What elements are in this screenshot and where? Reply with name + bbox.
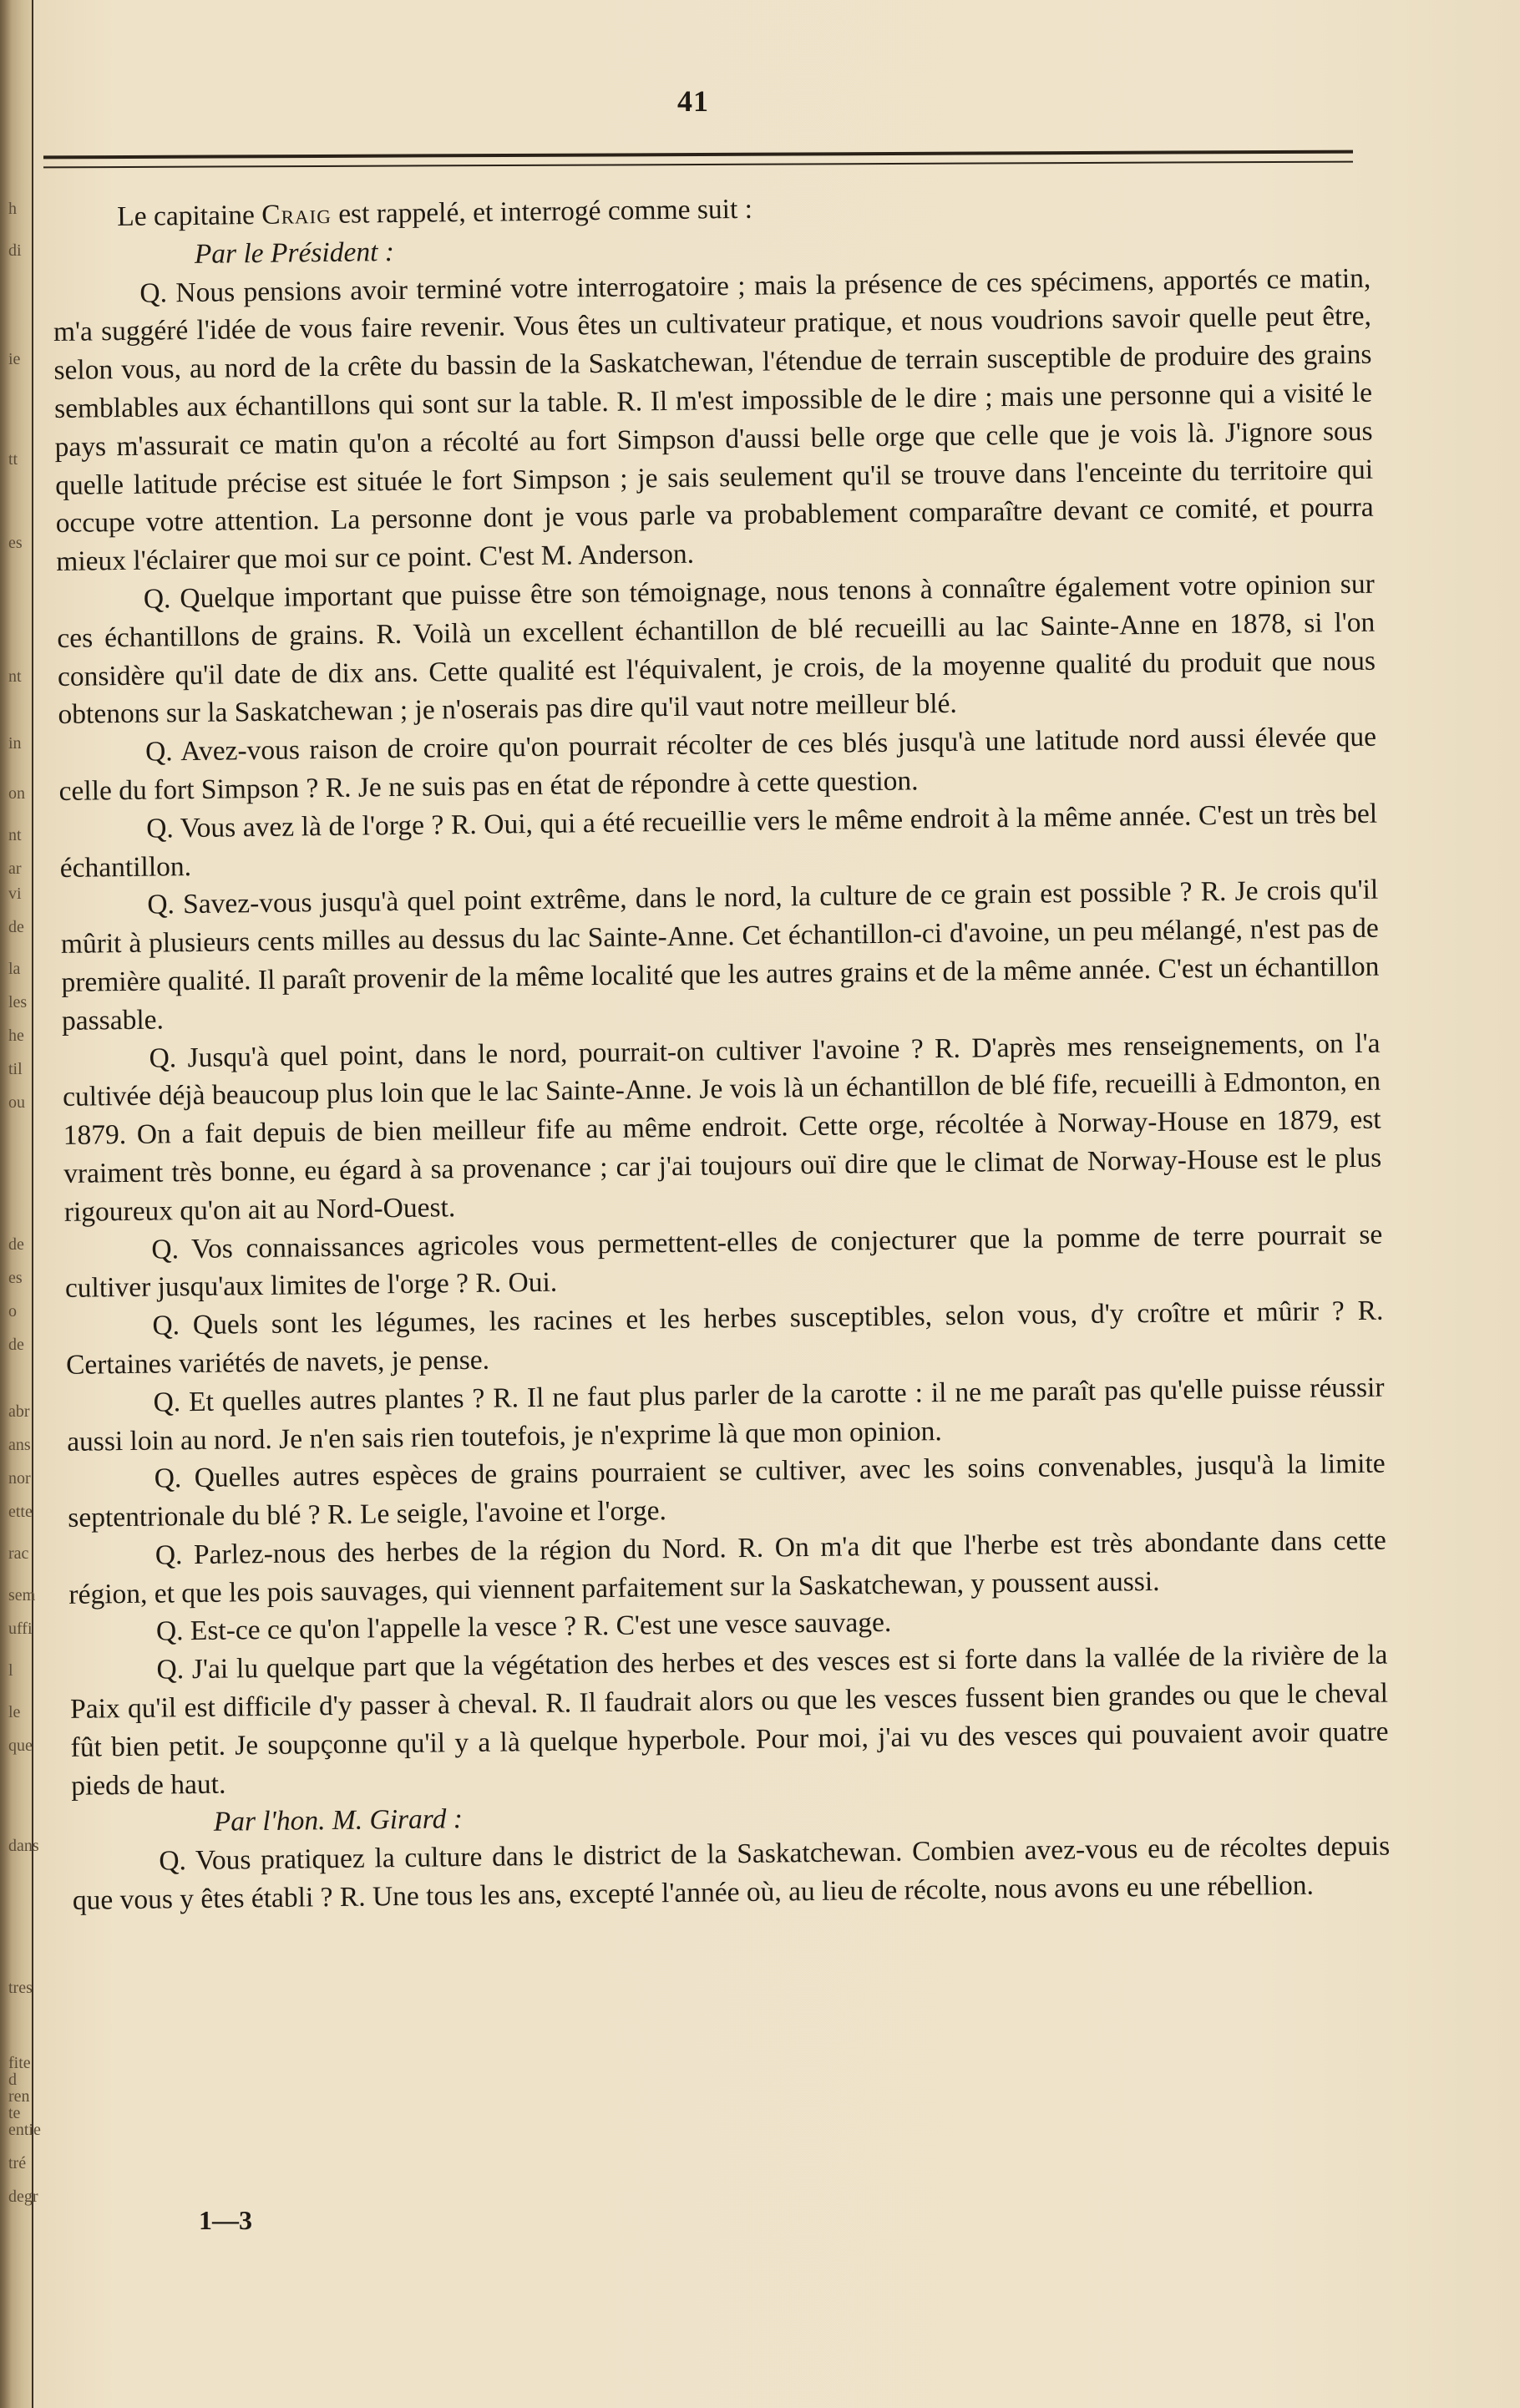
qa-paragraph: Q. Jusqu'à quel point, dans le nord, pourrait-on cultiver l'avoine ? R. D'après mes renseignements, on l'a cultivée déjà beaucoup plus loin que le lac Sainte-Anne. Je vois là un échantillon de blé fife, recueilli à Edmonton, en 1879. On a fait depuis de bien meilleur fife au même endroit. Cette orge, récoltée à Norway-House en 1879, est vraiment très bonne, eu égard à sa provenance ; car j'ai toujours ouï dire que le climat de Norway-House est le plus rigoureux qu'on ait au Nord-Ouest. [62,1027,1382,1228]
qa-paragraph: Q. Vous avez là de l'orge ? R. Oui, qui a été recueillie vers le même endroit à la même année. C'est un très bel échantillon. [59,798,1378,884]
margin-fragment: les [8,993,28,1011]
intro-line: Le capitaine Craig est rappelé, et interrogé comme suit : [117,193,753,233]
margin-fragment: entie [8,2121,41,2139]
qa-paragraph: Q. Vos connaissances agricoles vous permettent-elles de conjecturer que la pomme de terre pourrait se cultiver jusqu'aux limites de l'orge ? R. Oui. [64,1219,1383,1305]
margin-fragment: de [8,1235,24,1254]
margin-fragment: sem [8,1586,36,1604]
qa-paragraph: Q. Quels sont les légumes, les racines et les herbes susceptibles, selon vous, d'y croître et mûrir ? R. Certaines variétés de navets, je pense. [65,1295,1384,1381]
margin-fragment: nt [8,826,22,844]
qa-paragraph: Q. J'ai lu quelque part que la végétation des herbes et des vesces est si forte dans la vallée de la rivière de la Paix qu'il est difficile d'y passer à cheval. R. Il faudrait alors ou que les vesces fussent bien grandes ou que le cheval fût bien petit. Je soupçonne qu'il y a là quelque hyperbole. Pour moi, j'ai vu des vesces qui pouvaient avoir quatre pieds de haut. [69,1639,1389,1802]
page-number: 41 [677,84,709,118]
qa-paragraph: Q. Quelles autres espèces de grains pourraient se cultiver, avec les soins convenables, jusqu'à la limite septentrionale du blé ? R. Le seigle, l'avoine et l'orge. [68,1447,1386,1534]
margin-fragment: la [8,960,21,978]
margin-fragment: he [8,1027,24,1045]
margin-fragment: abr [8,1402,30,1421]
qa-paragraph: Q. Vous pratiquez la culture dans le district de la Saskatchewan. Combien avez-vous eu de récoltes depuis que vous y êtes établi ? R. Une tous les ans, excepté l'année où, au lieu de récolte, nous avons eu une rébellion. [72,1830,1391,1916]
margin-fragment: til [8,1060,23,1078]
signature-mark: 1—3 [199,2205,252,2235]
margin-fragment: tres [8,1979,33,1997]
margin-fragment: ar [8,859,22,878]
witness-name: Craig [261,198,332,231]
previous-page-margin-fragments [5,0,41,2408]
margin-fragment: rac [8,1544,29,1563]
margin-fragment: ren te [8,2087,30,2122]
qa-paragraphs-b [72,1828,1391,1920]
margin-fragment: ou [8,1093,25,1112]
margin-fragment: le [8,1703,21,1721]
margin-fragment: nt [8,667,22,686]
qa-paragraph: Q. Parlez-nous des herbes de la région du Nord. R. On m'a dit que l'herbe est très abondante dans cette région, et que les pois sauvages, qui viennent parfaitement sur la Saskatchewan, y poussent aussi. [68,1524,1386,1610]
margin-fragment: tré [8,2154,27,2172]
margin-fragment: tt [8,450,18,469]
qa-paragraph: Q. Quelque important que puisse être son témoignage, nous tenons à connaître également votre opinion sur ces échantillons de grains. R. Voilà un excellent échantillon de blé recueilli au lac Sainte-Anne en 1878, si l'on considère qu'il date de dix ans. Cette qualité est l'équivalent, je crois, de la moyenne qualité du produit que nous obtenons sur la Saskatchewan ; je n'oserais pas dire qu'il vaut notre meilleur blé. [57,568,1376,731]
margin-fragment: de [8,918,24,936]
margin-fragment: h [8,200,17,218]
byline-girard: Par l'hon. M. Girard : [213,1803,464,1838]
body-text [52,183,1391,1920]
qa-paragraph: Q. Avez-vous raison de croire qu'on pourrait récolter de ces blés jusqu'à une latitude nord aussi élevée que celle du fort Simpson ? R. Je ne suis pas en état de répondre à cette question. [58,721,1377,807]
margin-fragment: fite d [8,2054,31,2089]
qa-paragraph: Q. Est-ce ce qu'on l'appelle la vesce ? R. C'est une vesce sauvage. [155,1607,892,1648]
margin-fragment: on [8,784,25,803]
margin-fragment: uffi [8,1620,33,1638]
margin-fragment: in [8,734,22,753]
margin-fragment: l [8,1661,13,1680]
margin-fragment: vi [8,885,22,903]
margin-fragment: ette [8,1503,33,1521]
margin-fragment: degr [8,2187,38,2206]
margin-fragment: ie [8,350,21,368]
qa-paragraphs-a [53,259,1389,1805]
margin-fragment: ans [8,1436,31,1454]
qa-paragraph: Q. Et quelles autres plantes ? R. Il ne faut plus parler de la carotte : il ne me paraît pas qu'elle puisse réussir aussi loin au nord. Je n'en sais rien toutefois, je n'exprime là que mon opinion. [66,1371,1385,1457]
qa-paragraph: Q. Savez-vous jusqu'à quel point extrême, dans le nord, la culture de ce grain est possible ? R. Je crois qu'il mûrit à plusieurs cents milles au dessus du lac Sainte-Anne. Cet échantillon-ci d'avoine, un peu mélangé, n'est pas de première qualité. Il paraît provenir de la même localité que les autres grains et de la même année. C'est un échantillon passable. [60,874,1380,1037]
margin-fragment: que [8,1736,33,1755]
margin-fragment: di [8,241,22,260]
margin-fragment: es [8,1269,23,1287]
byline-president: Par le Président : [194,236,395,270]
margin-fragment: de [8,1336,24,1354]
margin-fragment: o [8,1302,17,1321]
margin-fragment: es [8,534,23,552]
margin-fragment: nor [8,1469,31,1488]
margin-fragment: dans [8,1837,39,1855]
qa-paragraph: Q. Nous pensions avoir terminé votre interrogatoire ; mais la présence de ces spécimens, apportés ce matin, m'a suggéré l'idée de vous faire revenir. Vous êtes un cultivateur pratique, et nous voudrions savoir quelle peut être, selon vous, au nord de la crête du bassin de la Saskatchewan, l'étendue de terrain susceptible de produire des grains semblables aux échantillons qui sont sur la table. R. Il m'est impossible de le dire ; mais une personne qui a visité le pays m'assurait ce matin qu'on a récolté au fort Simpson d'aussi belle orge que celle que je vois là. J'ignore sous quelle latitude précise est située le fort Simpson ; je sais seulement qu'il se trouve dans l'enceinte du territoire qui occupe votre attention. La personne dont je vous parle va probablement comparaître devant ce comité, et pourra mieux l'éclairer que moi sur ce point. C'est M. Anderson. [53,262,1374,578]
